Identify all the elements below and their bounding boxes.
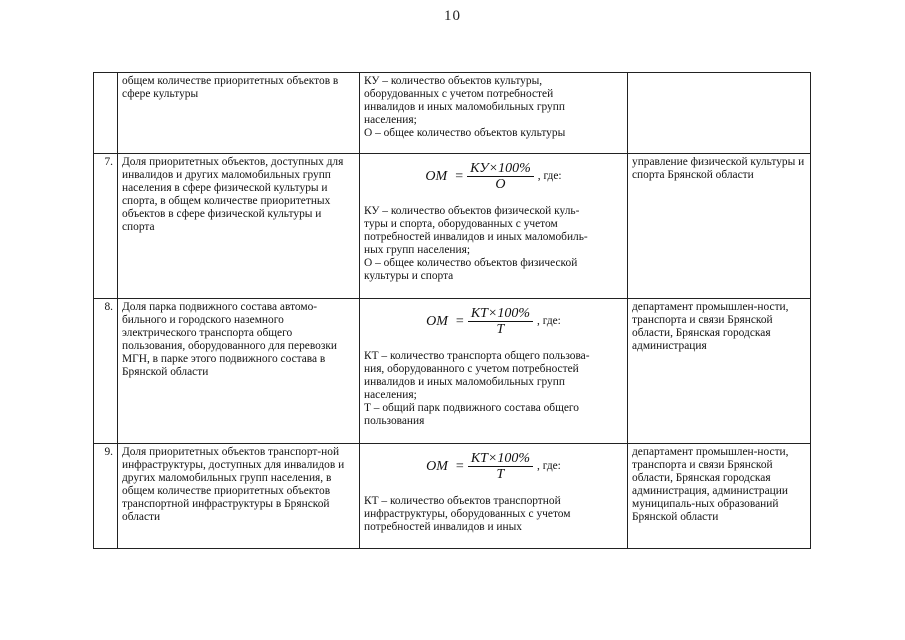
formula-fraction [468,307,533,336]
method-line: КТ – количество объектов транспортной [364,495,561,507]
formula-denominator: Т [496,322,505,337]
calculation-method-cell [360,444,628,549]
equals-sign: = [455,314,464,329]
method-line: КУ – количество объектов физической куль- [364,205,580,217]
calculation-method-cell [360,73,628,154]
indicator-name-cell: Доля приоритетных объектов транспорт-ной инфраструктуры, доступных для инвалидов и других маломобильных групп населения, в общем количестве приоритетных объектов транспортной инфраструктуры в Брянской области [118,444,360,549]
method-line: ния, оборудованного с учетом потребностей [364,363,579,375]
equals-sign: = [455,459,464,474]
formula-numerator: КУ×100% [467,162,534,177]
row-number-cell: 9. [94,444,118,549]
row-number-cell [94,73,118,154]
indicator-name-cell: Доля парка подвижного состава автомо-бильного и городского наземного электрического транспорта общего пользования, оборудованного для перевозки МГН, в парке этого подвижного состава в Брянской области [118,299,360,444]
method-line: пользования [364,415,425,427]
formula-fraction [467,162,534,191]
method-line: Т – общий парк подвижного состава общего [364,402,579,414]
method-line: населения; [364,389,417,401]
method-line: оборудованных с учетом потребностей [364,88,554,100]
equals-sign: = [455,169,464,184]
formula [364,162,623,191]
indicator-name-cell: Доля приоритетных объектов, доступных для инвалидов и других маломобильных групп населения в сфере физической культуры и спорта, в общем количестве приоритетных объектов в сфере физической культуры и спорта [118,154,360,299]
formula-suffix: , где: [537,460,561,472]
formula-lhs: ОМ [425,169,448,184]
table-row [94,73,811,154]
row-number-cell: 7. [94,154,118,299]
formula-denominator: О [495,177,506,192]
row-number-cell: 8. [94,299,118,444]
formula-lhs: ОМ [426,459,448,474]
formula-lhs: ОМ [426,314,448,329]
responsible-cell: департамент промышлен-ности, транспорта и связи Брянской области, Брянская городская администрация, администрации муниципаль-ных образований Брянской области [628,444,811,549]
formula-suffix: , где: [537,315,561,327]
responsible-cell: департамент промышлен-ности, транспорта и связи Брянской области, Брянская городская администрация [628,299,811,444]
formula-numerator: КТ×100% [468,452,533,467]
formula-suffix: , где: [537,170,562,182]
formula [364,452,623,481]
method-line: потребностей инвалидов и иных [364,521,522,533]
method-line: О – общее количество объектов физической [364,257,578,269]
responsible-cell: управление физической культуры и спорта Брянской области [628,154,811,299]
calculation-method-cell [360,299,628,444]
indicator-name-cell: общем количестве приоритетных объектов в сфере культуры [118,73,360,154]
method-line: потребностей инвалидов и иных маломобиль- [364,231,588,243]
method-line: ных групп населения; [364,244,470,256]
formula-fraction [468,452,533,481]
table-row [94,299,811,444]
formula-numerator: КТ×100% [468,307,533,322]
table-row [94,154,811,299]
method-line: культуры и спорта [364,270,454,282]
method-line: инфраструктуры, оборудованных с учетом [364,508,571,520]
method-line: О – общее количество объектов культуры [364,127,566,139]
method-line: инвалидов и иных маломобильных групп [364,376,565,388]
table-row [94,444,811,549]
page-number: 10 [444,8,461,24]
formula [364,307,623,336]
method-line: туры и спорта, оборудованных с учетом [364,218,558,230]
method-line: инвалидов и иных маломобильных групп [364,101,565,113]
indicators-table [93,72,811,549]
formula-denominator: Т [496,467,505,482]
calculation-method-cell [360,154,628,299]
method-line: КТ – количество транспорта общего пользова- [364,350,590,362]
responsible-cell [628,73,811,154]
method-line: населения; [364,114,417,126]
method-line: КУ – количество объектов культуры, [364,75,543,87]
